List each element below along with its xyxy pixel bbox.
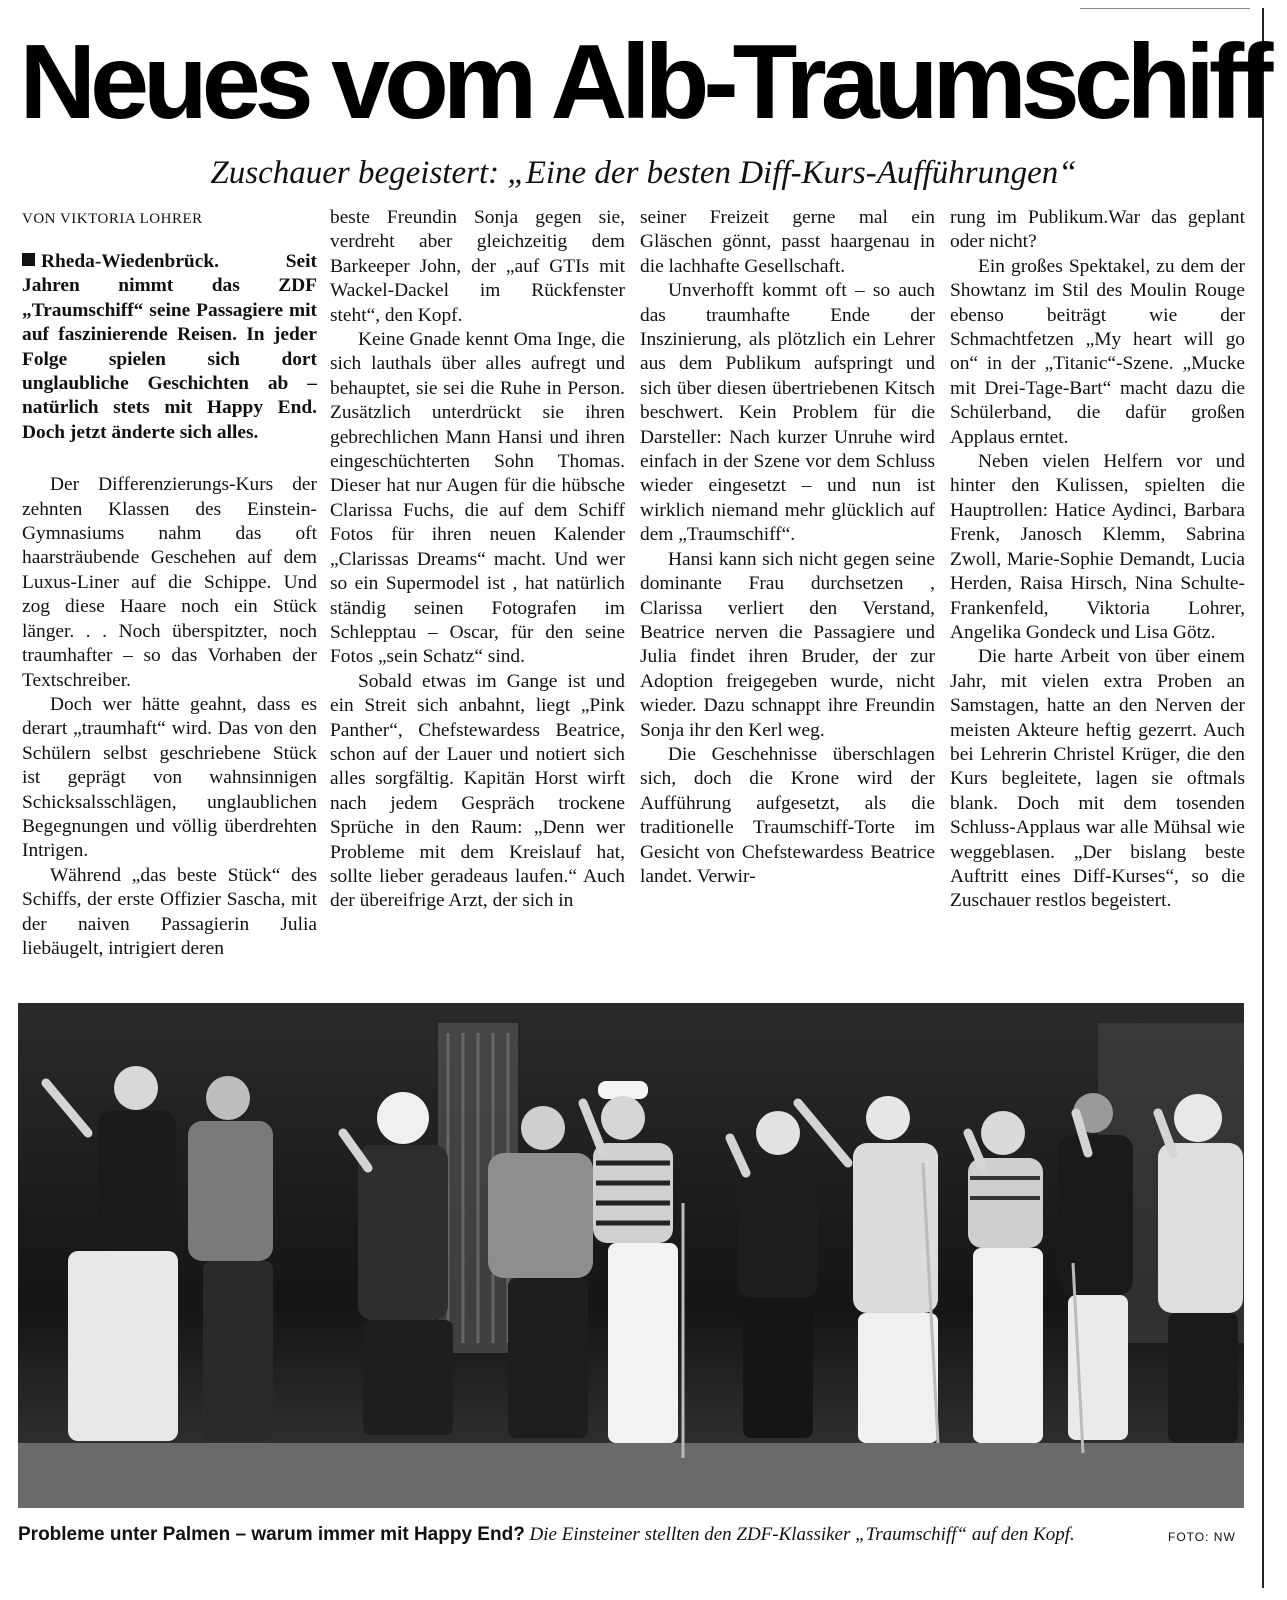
text-column-4	[950, 206, 1245, 914]
photo-credit: FOTO: NW	[1168, 1530, 1236, 1544]
top-rule	[1080, 8, 1250, 9]
body-paragraph: Der Differenzierungs-Kurs der zehnten Klassen des Einstein-Gymnasiums nahm das oft haarsträubende Geschehen auf dem Luxus-Liner auf die Schippe. Und zog diese Haare noch ein Stück länger. . . Noch überspitzter, noch traumhafter – so das Vorhaben der Textschreiber.	[22, 474, 317, 691]
body-paragraph: Hansi kann sich nicht gegen seine dominante Frau durchsetzen , Clarissa verliert den Verstand, Beatrice nerven die Passagiere und Julia findet ihren Bruder, der zur Adoption freigegeben wurde, nicht wieder. Dazu schnappt ihre Freundin Sonja ihr den Kerl weg.	[640, 548, 935, 741]
body-paragraph: Doch wer hätte geahnt, dass es derart „traumhaft“ wird. Das von den Schülern selbst geschriebene Stück ist geprägt von wahnsinnigen Schicksalsschlägen, unglaublichen Begegnungen und völlig überdrehten Intrigen.	[22, 693, 317, 862]
body-paragraph: Unverhofft kommt oft – so auch das traumhafte Ende der Inszinierung, als plötzlich ein Lehrer aus dem Publikum aufspringt und sich über diesen übertriebenen Kitsch beschwert. Kein Problem für die Darsteller: Nach kurzer Unruhe wird einfach in der Szene vor dem Schluss wieder eingesetzt – und nun ist wirklich niemand mehr glücklich auf dem „Traumschiff“.	[640, 280, 935, 546]
lead-paragraph	[22, 250, 317, 445]
column-rule	[1262, 8, 1264, 1588]
body-paragraph: Ein großes Spektakel, zu dem der Showtanz im Stil des Moulin Rouge ebenso beiträgt wie der Schmachtfetzen „My heart will go on“ in der „Titanic“-Szene. „Mucke mit Drei-Tage-Bart“ macht dazu die Schülerband, die dafür großen Applaus erntet.	[950, 255, 1245, 448]
text-column-2	[330, 206, 625, 914]
body-paragraph: Während „das beste Stück“ des Schiffs, der erste Offizier Sascha, mit der naiven Passagierin Julia liebäugelt, intrigiert deren	[22, 864, 317, 959]
body-paragraph: Neben vielen Helfern vor und hinter den Kulissen, spielten die Hauptrollen: Hatice Aydinci, Barbara Frenk, Janosch Klemm, Sabrina Zwoll, Marie-Sophie Demandt, Lucia Herden, Raisa Hirsch, Nina Schulte-Frankenfeld, Viktoria Lohrer, Angelika Gondeck und Lisa Götz.	[950, 451, 1245, 643]
lead-text: Rheda-Wiedenbrück. Seit Jahren nimmt das ZDF „Traumschiff“ seine Passagiere mit auf faszinierende Reisen. In jeder Folge spielen sich dort unglaubliche Geschichten ab – natürlich stets mit Happy End. Doch jetzt änderte sich alles.	[22, 251, 317, 443]
body-paragraph: rung im Publikum.War das geplant oder nicht?	[950, 207, 1245, 253]
photo-caption	[18, 1520, 1244, 1550]
body-paragraph: Die Geschehnisse überschlagen sich, doch die Krone wird der Aufführung aufgesetzt, als die traditionelle Traumschiff-Torte im Gesicht von Chefstewardess Beatrice landet. Verwir-	[640, 743, 935, 887]
headline: Neues vom Alb-Traumschiff	[19, 23, 1268, 141]
body-paragraph: Keine Gnade kennt Oma Inge, die sich lauthals über alles aufregt und behauptet, sie sei die Ruhe in Person. Zusätzlich unterdrückt sie ihren gebrechlichen Mann Hansi und ihren eingeschüchterten Sohn Thomas. Dieser hat nur Augen für die hübsche Clarissa Fuchs, die auf dem Schiff Fotos für ihren neuen Kalender „Clarissas Dreams“ macht. Und wer so ein Supermodel ist , hat natürlich ständig seinen Fotografen im Schlepptau – Oscar, für den seine Fotos „sein Schatz“ sind.	[330, 329, 625, 668]
body-paragraph: Die harte Arbeit von über einem Jahr, mit vielen extra Proben an Samstagen, hatte an den Nerven der meisten Akteure heftig gezerrt. Auch bei Lehrerin Christel Krüger, die den Kurs begleitete, lagen sie oftmals blank. Doch mit dem tosenden Schluss-Applaus war alle Mühsal wie weggeblasen. „Der bislang beste Auftritt eines Diff-Kurses“, so die Zuschauer restlos begeistert.	[950, 646, 1245, 912]
body-paragraph: seiner Freizeit gerne mal ein Gläschen gönnt, passt haargenau in die lachhafte Gesellschaft.	[640, 207, 935, 277]
square-bullet-icon	[22, 253, 35, 266]
subheadline: Zuschauer begeistert: „Eine der besten Diff-Kurs-Aufführungen“	[210, 155, 1077, 191]
caption-bold: Probleme unter Palmen – warum immer mit Happy End?	[18, 1524, 525, 1545]
body-paragraph: beste Freundin Sonja gegen sie, verdreht aber gleichzeitig dem Barkeeper John, der „auf GTIs mit Wackel-Dackel im Rückfenster steht“, den Kopf.	[330, 207, 625, 326]
caption-italic: Die Einsteiner stellten den ZDF-Klassiker „Traumschiff“ auf den Kopf.	[529, 1524, 1075, 1545]
body-paragraph: Sobald etwas im Gange ist und ein Streit sich anbahnt, liegt „Pink Panther“, Chefstewardess Beatrice, schon auf der Lauer und notiert sich alles sorgfältig. Kapitän Horst wirft nach jedem Gespräch trockene Sprüche in den Raum: „Denn wer Probleme mit dem Kreislauf hat, sollte lieber geradeaus laufen.“ Auch der übereifrige Arzt, der sich in	[330, 670, 625, 912]
text-column-3	[640, 206, 935, 889]
byline: VON VIKTORIA LOHRER	[22, 211, 203, 227]
stage-photo	[18, 1003, 1244, 1508]
text-column-1	[22, 206, 317, 961]
